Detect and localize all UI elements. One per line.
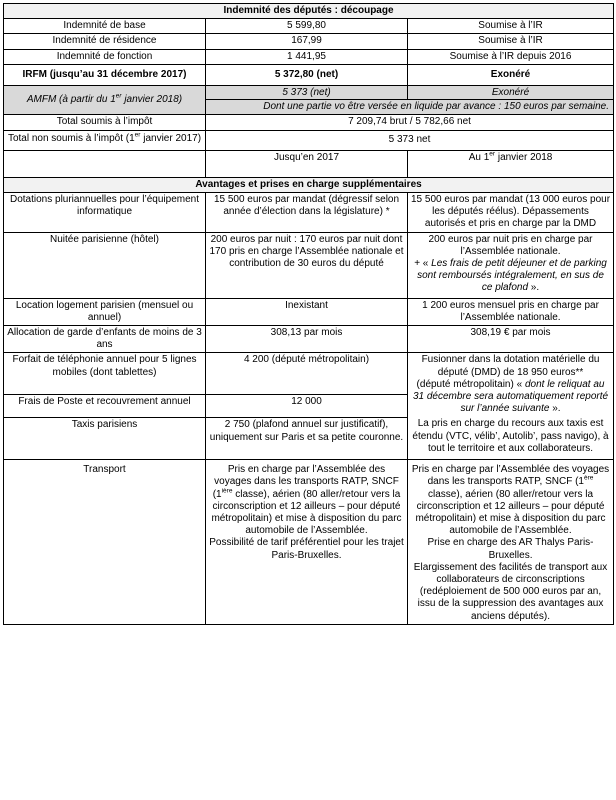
garde-2018: 308,19 € par mois [408, 326, 614, 353]
amfm-amount: 5 373 (net) [206, 86, 408, 100]
poste-2017: 12 000 [206, 395, 408, 418]
taxis-2018: La pris en charge du recours aux taxis est étendu (VTC, vélib’, Autolib’, pass navigo), à tout le territoire et aux collaborateurs. [412, 418, 609, 454]
poste-label: Frais de Poste et recouvrement annuel [4, 395, 206, 418]
amfm-label: AMFM (à partir du 1er janvier 2018) [4, 86, 206, 115]
transport-label: Transport [4, 460, 206, 625]
avantages-title: Avantages et prises en charge supplémentaires [4, 177, 614, 192]
total-non-soumis-row [4, 130, 614, 150]
transport-row [4, 460, 614, 625]
amfm-note: Dont une partie vo être versée en liquide par avance : 150 euros par semaine. [206, 100, 614, 115]
location-2017: Inexistant [206, 298, 408, 325]
total-non-soumis-value: 5 373 net [206, 130, 614, 150]
dotations-label: Dotations pluriannuelles pour l’équipement informatique [4, 193, 206, 233]
telephonie-2017: 4 200 (député métropolitain) [206, 353, 408, 395]
avantages-header-row [4, 177, 614, 192]
garde-row [4, 326, 614, 353]
irfm-amount: 5 372,80 (net) [206, 64, 408, 85]
row-label: Indemnité de résidence [4, 34, 206, 49]
row-tax: Soumise à l’IR [408, 19, 614, 34]
dotations-row [4, 193, 614, 233]
deputes-table [3, 3, 614, 625]
indemnite-header-row [4, 4, 614, 19]
transport-2017: Pris en charge par l’Assemblée des voyages dans les transports RATP, SNCF ($1^{ière}$ classe), aérien (80 aller/retour vers la circonscription et 12 ailleurs – pour député métropolitain) et mise à disposition du parc automobile de l’Assemblée. Possibilité de tarif préférentiel pour les trajet Paris-Bruxelles. [206, 460, 408, 625]
table-row [4, 19, 614, 34]
telephonie-row [4, 353, 614, 395]
row-label: Indemnité de base [4, 19, 206, 34]
nuitee-2018: 200 euros par nuit pris en charge par l’Assemblée nationale. + « Les frais de petit déjeuner et de parking sont remboursés intégralement, en sus de ce plafond ». [408, 232, 614, 298]
dotations-2018: 15 500 euros par mandat (13 000 euros pour les députés réélus). Dépassements autorisés et pris en charge par la DMD [408, 193, 614, 233]
dotations-2017: 15 500 euros par mandat (dégressif selon année d’élection dans la législature) * [206, 193, 408, 233]
irfm-label: IRFM (jusqu’au 31 décembre 2017) [4, 64, 206, 85]
row-amount: 167,99 [206, 34, 408, 49]
nuitee-row [4, 232, 614, 298]
row-amount: 1 441,95 [206, 49, 408, 64]
empty-header-cell [4, 150, 206, 177]
table-row [4, 49, 614, 64]
amfm-row [4, 86, 614, 100]
total-soumis-value: 7 209,74 brut / 5 782,66 net [206, 115, 614, 130]
row-tax: Soumise à l’IR [408, 34, 614, 49]
row-label: Indemnité de fonction [4, 49, 206, 64]
fusion-2018: Fusionner dans la dotation matérielle du député (DMD) de 18 950 euros** (député métropolitain) « dont le reliquat au 31 décembre sera automatiquement reporté sur l’année suivante ». La pris en charge du recours aux taxis est étendu (VTC, vélib’, Autolib’, pass navigo), à tout le territoire et aux collaborateurs. [408, 353, 614, 460]
telephonie-label: Forfait de téléphonie annuel pour 5 lignes mobiles (dont tablettes) [4, 353, 206, 395]
location-label: Location logement parisien (mensuel ou annuel) [4, 298, 206, 325]
location-2018: 1 200 euros mensuel pris en charge par l’Assemblée nationale. [408, 298, 614, 325]
nuitee-label: Nuitée parisienne (hôtel) [4, 232, 206, 298]
row-amount: 5 599,80 [206, 19, 408, 34]
irfm-row [4, 64, 614, 85]
table-row [4, 34, 614, 49]
taxis-2017: 2 750 (plafond annuel sur justificatif), uniquement sur Paris et sa petite couronne. [206, 418, 408, 460]
row-tax: Soumise à l’IR depuis 2016 [408, 49, 614, 64]
nuitee-2017: 200 euros par nuit : 170 euros par nuit dont 170 pris en charge l’Assemblée nationale et contribution de 30 euros du député [206, 232, 408, 298]
col-header-2017: Jusqu’en 2017 [206, 150, 408, 177]
taxis-label: Taxis parisiens [4, 418, 206, 460]
garde-label: Allocation de garde d’enfants de moins de 3 ans [4, 326, 206, 353]
total-soumis-label: Total soumis à l’impôt [4, 115, 206, 130]
indemnite-title: Indemnité des députés : découpage [4, 4, 614, 19]
amfm-tax: Exonéré [408, 86, 614, 100]
irfm-tax: Exonéré [408, 64, 614, 85]
garde-2017: 308,13 par mois [206, 326, 408, 353]
col-header-2018: Au 1er janvier 2018 [408, 150, 614, 177]
transport-2018: Pris en charge par l’Assemblée des voyages dans les transports RATP, SNCF (1ère classe), aérien (80 aller/retour vers la circonscription et 12 ailleurs – pour député métropolitain) et mise à disposition du parc automobile de l’Assemblée. Prise en charge des AR Thalys Paris-Bruxelles. Elargissement des facilités de transport aux collaborateurs de circonscriptions (redéploiement de 500 000 euros par an, issu de la suppression des avantages aux anciens députés). [408, 460, 614, 625]
column-header-row [4, 150, 614, 177]
total-soumis-row [4, 115, 614, 130]
location-row [4, 298, 614, 325]
total-non-soumis-label: Total non soumis à l’impôt (1er janvier 2017) [4, 130, 206, 150]
